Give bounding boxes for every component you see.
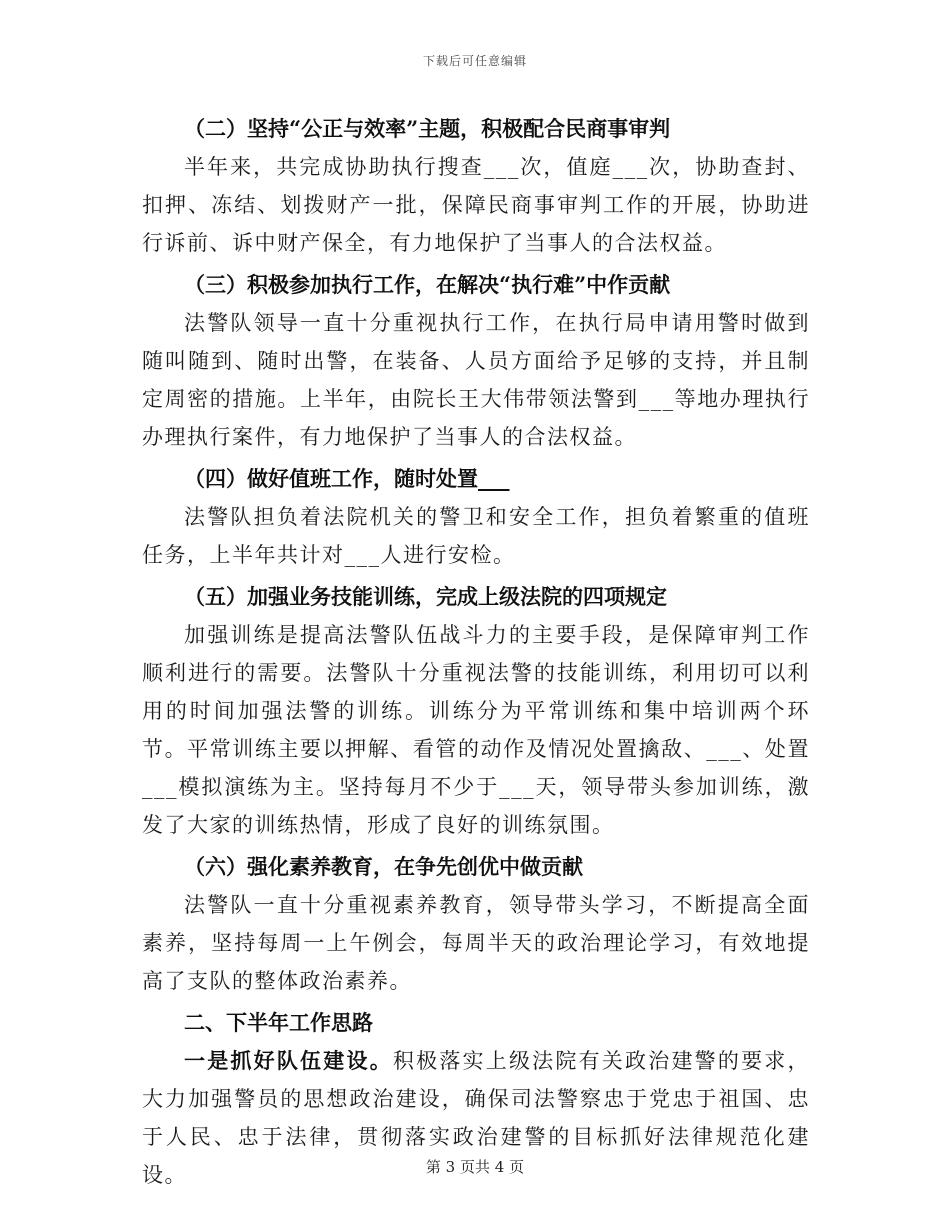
- section-heading-4: （四）做好值班工作，随时处置___: [184, 466, 510, 491]
- part-two-item-one-lead: 一是抓好队伍建设。: [184, 1048, 393, 1073]
- page-number: 第 3 页共 4 页: [425, 1158, 525, 1176]
- part-two-item-one-text: 积极落实上级法院有关政治建警的要求，大力加强警员的思想政治建设，确保司法警察忠于党忠于祖国、忠于人民、忠于法律，贯彻落实政治建警的目标抓好法律规范化建设。: [142, 1049, 811, 1187]
- section-paragraph-4: 法警队担负着法院机关的警卫和安全工作，担负着繁重的值班任务，上半年共计对___人进行安检。: [142, 505, 810, 567]
- section-heading-5: （五）加强业务技能训练，完成上级法院的四项规定: [184, 584, 667, 609]
- section-heading-6: （六）强化素养教育，在争先创优中做贡献: [184, 854, 583, 879]
- section-heading-3: （三）积极参加执行工作，在解决“执行难”中作贡献: [184, 272, 671, 297]
- section-paragraph-5: 加强训练是提高法警队伍战斗力的主要手段，是保障审判工作顺利进行的需要。法警队十分重视法警的技能训练，利用切可以利用的时间加强法警的训练。训练分为平常训练和集中培训两个环节。平常训练主要以押解、看管的动作及情况处置擒敌、___、处置___模拟演练为主。坚持每月不少于___天，领导带头参加训练，激发了大家的训练热情，形成了良好的训练氛围。: [142, 623, 810, 837]
- section-paragraph-3: 法警队领导一直十分重视执行工作，在执行局申请用警时做到随叫随到、随时出警，在装备、人员方面给予足够的支持，并且制定周密的措施。上半年，由院长王大伟带领法警到___等地办理执行办理执行案件，有力地保护了当事人的合法权益。: [142, 311, 810, 449]
- section-paragraph-6: 法警队一直十分重视素养教育，领导带头学习，不断提高全面素养，坚持每周一上午例会，每周半天的政治理论学习，有效地提高了支队的整体政治素养。: [142, 893, 810, 993]
- section-heading-2: （二）坚持“公正与效率”主题，积极配合民商事审判: [184, 116, 671, 141]
- document-body: [142, 110, 810, 1194]
- page-header-note: 下载后可任意编辑: [422, 54, 527, 68]
- section-paragraph-2: 半年来，共完成协助执行搜查___次，值庭___次，协助查封、扣押、冻结、划拨财产一批，保障民商事审判工作的开展，协助进行诉前、诉中财产保全，有力地保护了当事人的合法权益。: [142, 155, 810, 255]
- part-two-heading: 二、下半年工作思路: [184, 1010, 373, 1035]
